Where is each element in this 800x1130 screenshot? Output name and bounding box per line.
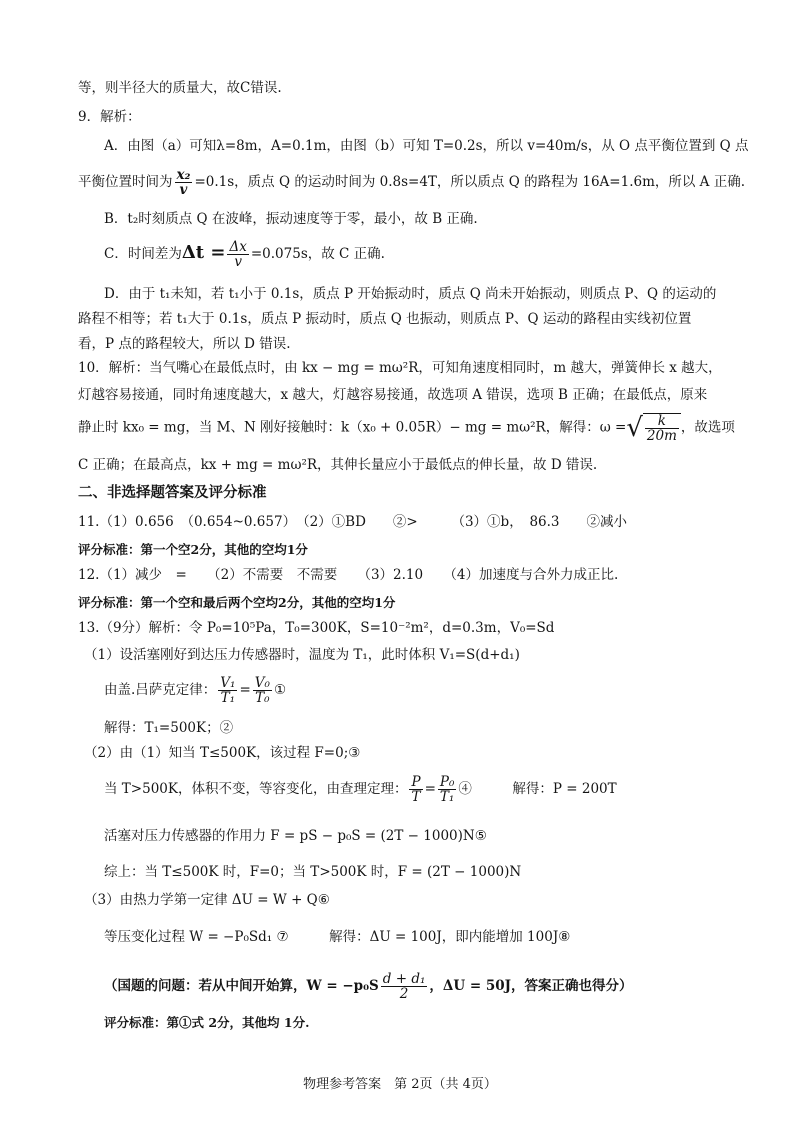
denominator: 20m xyxy=(646,428,677,444)
numerator: P₀ xyxy=(439,774,455,790)
line-09: 看，P 点的路程较大，所以 D 错误. xyxy=(78,336,291,352)
numerator: k xyxy=(645,414,679,429)
numerator: V₁ xyxy=(220,675,236,691)
denominator: v xyxy=(234,254,242,270)
line-15: 11.（1）0.656 （0.654~0.657） （2）①BD ②> （3）①b， 86.3 ②减小 xyxy=(78,514,627,530)
text: ，ΔU = 50J，答案正确也得分） xyxy=(429,978,633,994)
fraction-x2-over-v xyxy=(175,168,193,197)
line-28: 等压变化过程 W = −P₀Sd₁ ⑦ 解得：ΔU = 100J，即内能增加 100J⑧ xyxy=(104,929,571,945)
numerator: Δx xyxy=(229,239,247,255)
line-07: D．由于 t₁未知，若 t₁小于 0.1s，质点 P 开始振动时，质点 Q 尚未开始振动，则质点 P、Q 的运动的 xyxy=(104,286,717,302)
line-17: 12.（1）减少 = （2）不需要 不需要 （3）2.10 （4）加速度与合外力成正比. xyxy=(78,567,619,583)
text: ，故选项 xyxy=(680,419,735,436)
fraction-dx-over-v xyxy=(227,240,248,269)
line-04 xyxy=(78,168,800,197)
equals: = xyxy=(424,781,436,797)
fraction-k-over-20m xyxy=(645,414,679,443)
text: 静止时 kx₀ = mg，当 M、N 刚好接触时：k（x₀ + 0.05R）− mg = mω²R，解得：ω = xyxy=(78,419,627,436)
denominator: 2 xyxy=(399,986,409,1002)
line-13: C 正确；在最高点，kx + mg = mω²R，其伸长量应小于最低点的伸长量，故 D 错误. xyxy=(78,457,598,473)
line-10: 10．解析：当气嘴心在最低点时，由 kx − mg = mω²R，可知角速度相同时，m 越大，弹簧伸长 x 越大， xyxy=(78,360,722,376)
text: 平衡位置时间为 xyxy=(78,174,173,190)
scoring-note-11: 评分标准：第一个空2分，其他的空均1分 xyxy=(78,542,308,557)
fraction-v0-over-t0 xyxy=(253,676,272,705)
denominator: v xyxy=(179,182,188,198)
numerator: P xyxy=(411,774,421,790)
text: （国题的问题：若从中间开始算，W = −p₀S xyxy=(104,978,379,994)
numerator: d + d₁ xyxy=(382,971,426,987)
line-20: （1）设活塞刚好到达压力传感器时，温度为 T₁，此时体积 V₁=S(d+d₁) xyxy=(84,647,520,663)
line-25: 活塞对压力传感器的作用力 F = pS − p₀S = (2T − 1000)N⑤ xyxy=(104,828,487,844)
scoring-note-13: 评分标准：第①式 2分，其他均 1分. xyxy=(104,1015,310,1030)
text: =0.1s，质点 Q 的运动时间为 0.8s=4T，所以质点 Q 的路程为 16A=1.6m，所以 A 正确. xyxy=(194,174,745,190)
section-heading-nonchoice: 二、非选择题答案及评分标准 xyxy=(78,484,267,501)
numerator: V₀ xyxy=(254,675,270,691)
line-12 xyxy=(78,413,800,443)
sqrt-k-over-20m xyxy=(626,413,681,443)
text: 由盖.吕萨克定律： xyxy=(104,682,217,698)
fraction-d-plus-d1-over-2 xyxy=(381,972,428,1001)
denominator: T xyxy=(411,789,421,805)
fraction-p-over-t xyxy=(409,775,422,804)
radical-sign: √ xyxy=(626,413,643,443)
denominator: T₁ xyxy=(439,789,455,805)
fraction-v1-over-t1 xyxy=(218,676,237,705)
line-29 xyxy=(104,972,800,1001)
formula-delta-t: Δt = xyxy=(181,242,226,263)
numerator: x₂ xyxy=(176,167,191,183)
line-22: 解得：T₁=500K；② xyxy=(104,720,234,736)
page-footer: 物理参考答案 第 2页（共 4页） xyxy=(303,1077,497,1092)
line-03: A．由图（a）可知λ=8m，A=0.1m，由图（b）可知 T=0.2s，所以 v=40m/s，从 O 点平衡位置到 Q 点 xyxy=(104,138,749,154)
line-02: 9．解析： xyxy=(78,109,141,125)
line-27: （3）由热力学第一定律 ΔU = W + Q⑥ xyxy=(84,892,330,908)
denominator: T₀ xyxy=(255,690,270,706)
line-24 xyxy=(104,775,800,804)
line-26: 综上：当 T≤500K 时，F=0；当 T>500K 时，F = (2T − 1000)N xyxy=(104,864,522,880)
fraction-p0-over-t1 xyxy=(438,775,457,804)
text: =0.075s，故 C 正确. xyxy=(250,246,385,262)
line-21 xyxy=(104,676,800,705)
line-19: 13.（9分）解析：令 P₀=10⁵Pa，T₀=300K，S=10⁻²m²，d=0.3m，V₀=Sd xyxy=(78,620,555,636)
text: C．时间差为 xyxy=(104,246,182,262)
scoring-note-12: 评分标准：第一个空和最后两个空均2分，其他的空均1分 xyxy=(78,595,396,610)
text: ④ 解得：P = 200T xyxy=(458,781,617,797)
line-05: B．t₂时刻质点 Q 在波峰，振动速度等于零，最小，故 B 正确. xyxy=(104,211,478,227)
line-23: （2）由（1）知当 T≤500K，该过程 F=0;③ xyxy=(84,745,361,761)
denominator: T₁ xyxy=(220,690,236,706)
line-08: 路程不相等；若 t₁大于 0.1s，质点 P 振动时，质点 Q 也振动，则质点 P、Q 运动的路程由实线初位置 xyxy=(78,311,692,327)
equals: = xyxy=(239,682,251,698)
line-11: 灯越容易接通，同时角速度越大，x 越大，灯越容易接通，故选项 A 错误，选项 B 正确；在最低点，原来 xyxy=(78,387,708,403)
text: 当 T>500K，体积不变，等容变化，由查理定理： xyxy=(104,781,408,797)
line-06 xyxy=(104,240,800,269)
text: ① xyxy=(273,682,287,698)
line-01: 等，则半径大的质量大，故C错误. xyxy=(78,80,282,96)
